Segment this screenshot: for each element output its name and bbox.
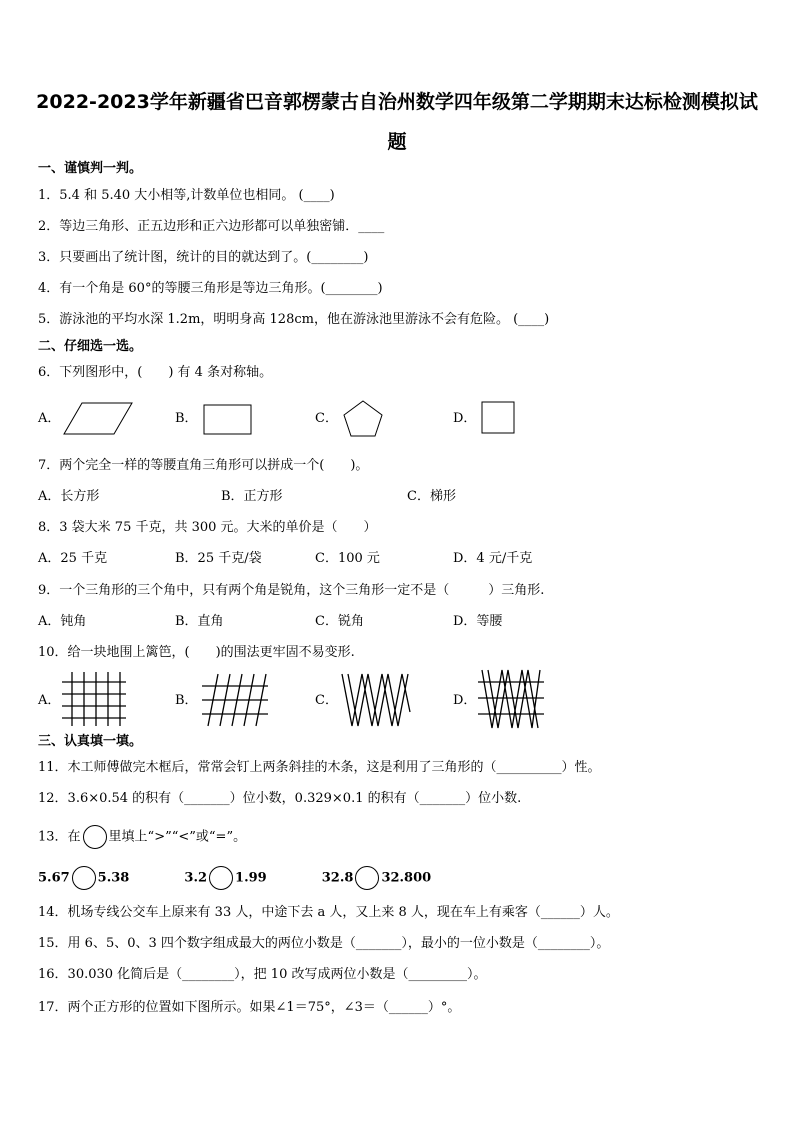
parallelogram-figure bbox=[62, 402, 134, 436]
question-13 bbox=[38, 825, 246, 849]
question-2: 2．等边三角形、正五边形和正六边形都可以单独密铺．____ bbox=[38, 219, 385, 234]
question-8: 8．3 袋大米 75 千克，共 300 元。大米的单价是（ ） bbox=[38, 520, 377, 535]
q13-item1-left: 5.67 bbox=[38, 870, 70, 886]
q13-item3-left: 32.8 bbox=[321, 870, 354, 886]
compare-circle-icon[interactable] bbox=[72, 866, 96, 890]
question-9: 9．一个三角形的三个角中，只有两个角是锐角，这个三角形一定不是（ ）三角形. bbox=[38, 583, 545, 598]
question-14: 14．机场专线公交车上原来有 33 人，中途下去 a 人，又上来 8 人，现在车上有乘客（______）人。 bbox=[38, 905, 619, 920]
section-3-heading: 三、认真填一填。 bbox=[38, 734, 143, 749]
q13-item1-right: 5.38 bbox=[97, 870, 130, 886]
q8-option-d: D．4 元/千克 bbox=[453, 551, 533, 566]
question-12: 12．3.6×0.54 的积有（_______）位小数，0.329×0.1 的积有（_______）位小数. bbox=[38, 791, 522, 806]
section-2-heading: 二、仔细选一选。 bbox=[38, 339, 143, 354]
question-1: 1．5.4 和 5.40 大小相等,计数单位也相同。 (____) bbox=[38, 188, 335, 203]
question-7: 7．两个完全一样的等腰直角三角形可以拼成一个( )。 bbox=[38, 458, 369, 473]
q9-option-b: B．直角 bbox=[175, 614, 224, 629]
question-15: 15．用 6、5、0、3 四个数字组成最大的两位小数是（_______），最小的一位小数是（________）。 bbox=[38, 936, 610, 951]
question-3: 3．只要画出了统计图，统计的目的就达到了。(________) bbox=[38, 250, 369, 265]
q7-option-c: C．梯形 bbox=[407, 489, 456, 504]
q10-option-d: D． bbox=[453, 693, 477, 708]
section-1-heading: 一、谨慎判一判。 bbox=[38, 161, 143, 176]
fence-slanted-grid-figure bbox=[200, 672, 270, 728]
q6-option-b: B． bbox=[175, 411, 198, 426]
document-title-line2: 题 bbox=[387, 131, 407, 153]
q9-option-d: D．等腰 bbox=[453, 614, 503, 629]
q8-option-c: C．100 元 bbox=[315, 551, 380, 566]
pentagon-figure bbox=[342, 400, 384, 438]
q13-item2-right: 1.99 bbox=[235, 870, 267, 886]
document-title-line1: 2022-2023学年新疆省巴音郭楞蒙古自治州数学四年级第二学期期末达标检测模拟试 bbox=[36, 91, 758, 113]
q6-option-c: C． bbox=[315, 411, 338, 426]
q10-option-b: B． bbox=[175, 693, 198, 708]
q8-option-a: A．25 千克 bbox=[38, 551, 108, 566]
q13-prefix: 13．在 bbox=[38, 829, 81, 845]
question-6: 6．下列图形中，( ) 有 4 条对称轴。 bbox=[38, 365, 273, 380]
q10-option-c: C． bbox=[315, 693, 338, 708]
rectangle-figure bbox=[203, 404, 253, 436]
question-17: 17．两个正方形的位置如下图所示。如果∠1＝75°，∠3＝（______）°。 bbox=[38, 1000, 461, 1015]
fence-grid-figure bbox=[60, 670, 128, 728]
fence-crossed-figure bbox=[476, 668, 546, 730]
fence-zigzag-figure bbox=[340, 672, 412, 728]
question-16: 16．30.030 化简后是（________），把 10 改写成两位小数是（_________）。 bbox=[38, 967, 487, 982]
q8-option-b: B．25 千克/袋 bbox=[175, 551, 262, 566]
q10-option-a: A． bbox=[38, 693, 61, 708]
compare-circle-icon[interactable] bbox=[209, 866, 233, 890]
q9-option-a: A．钝角 bbox=[38, 614, 87, 629]
answer-circle-icon bbox=[83, 825, 107, 849]
compare-circle-icon[interactable] bbox=[355, 866, 379, 890]
q13-suffix: 里填上“>”“<”或“=”。 bbox=[108, 829, 247, 845]
q7-option-b: B．正方形 bbox=[221, 489, 283, 504]
question-10: 10．给一块地围上篱笆，( )的围法更牢固不易变形. bbox=[38, 645, 355, 660]
q7-option-a: A．长方形 bbox=[38, 489, 100, 504]
q9-option-c: C．锐角 bbox=[315, 614, 364, 629]
q13-comparisons bbox=[38, 866, 431, 890]
question-4: 4．有一个角是 60°的等腰三角形是等边三角形。(________) bbox=[38, 281, 383, 296]
square-figure bbox=[481, 401, 517, 435]
q6-option-a: A． bbox=[38, 411, 61, 426]
question-5: 5．游泳池的平均水深 1.2m，明明身高 128cm，他在游泳池里游泳不会有危险。 (____) bbox=[38, 312, 550, 327]
q6-option-d: D． bbox=[453, 411, 477, 426]
q13-item3-right: 32.800 bbox=[381, 870, 432, 886]
question-11: 11．木工师傅做完木框后，常常会钉上两条斜挂的木条，这是利用了三角形的（__________）性。 bbox=[38, 760, 601, 775]
q13-item2-left: 3.2 bbox=[184, 870, 208, 886]
